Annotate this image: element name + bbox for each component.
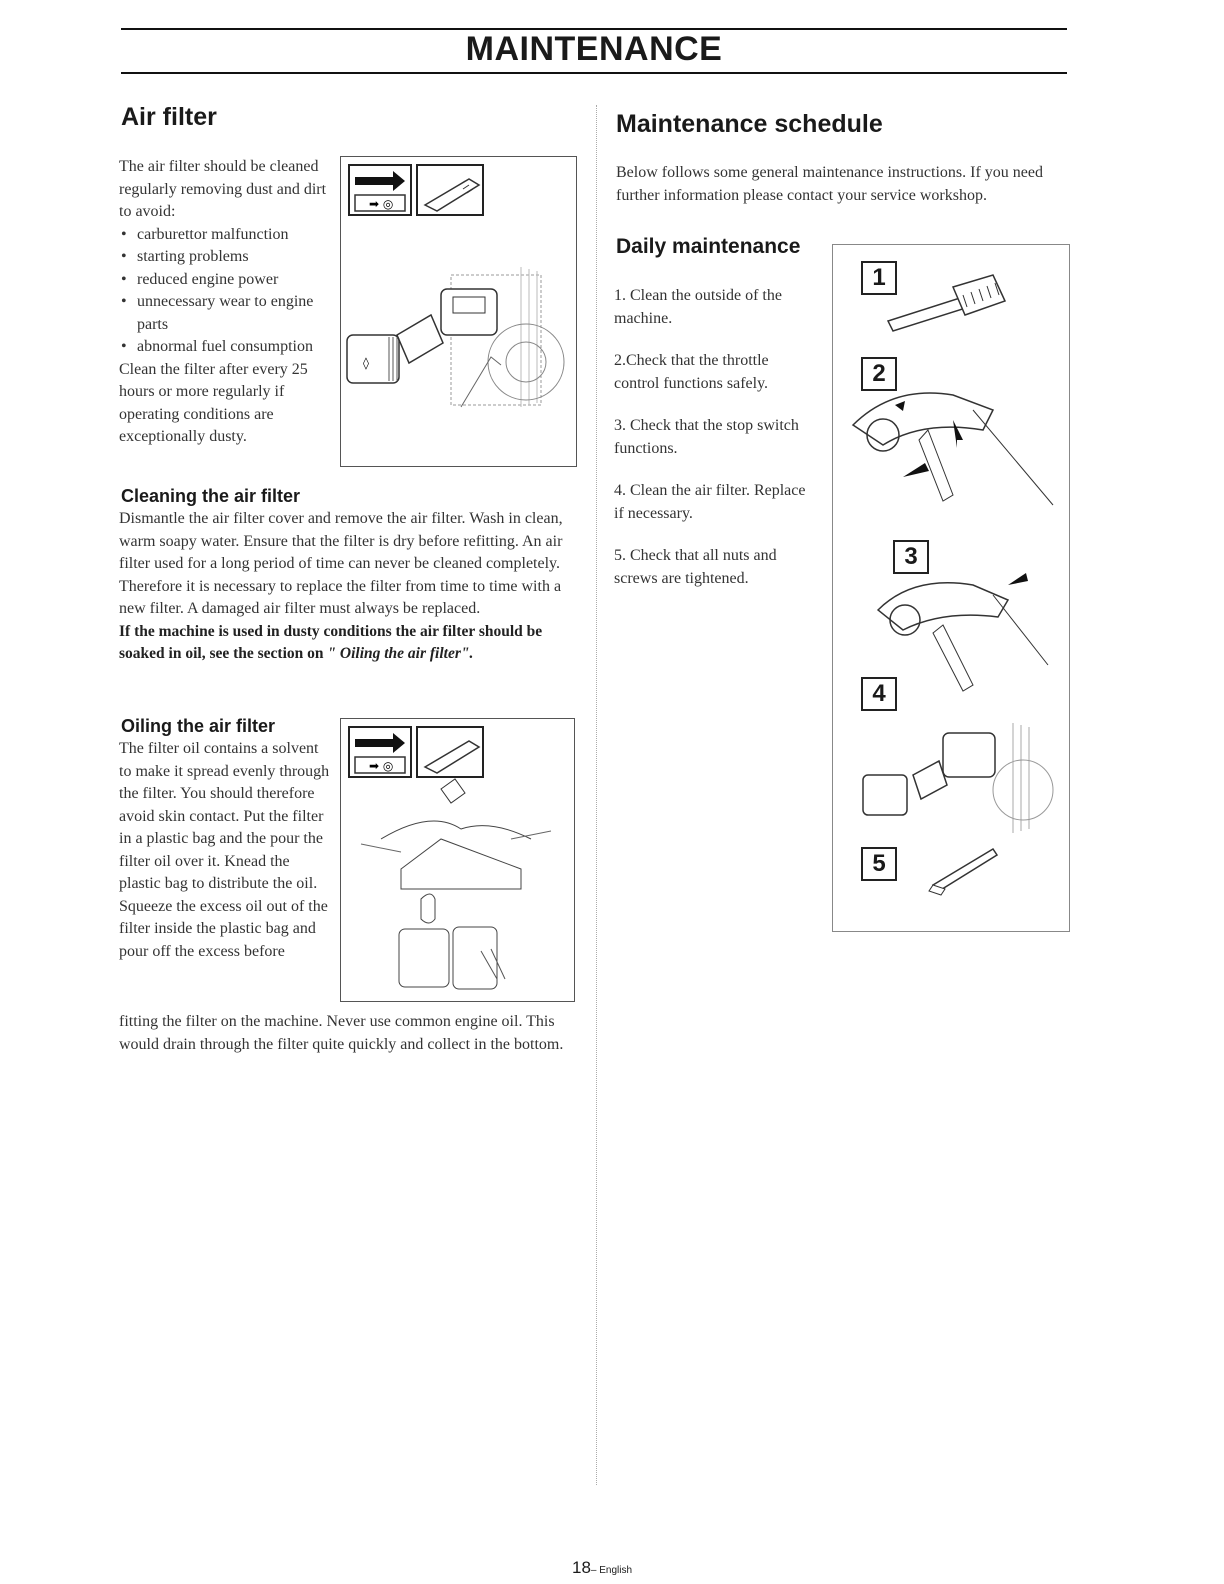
svg-text:➡ ◎: ➡ ◎ xyxy=(369,197,394,211)
page-title: MAINTENANCE xyxy=(465,30,723,68)
air-filter-intro: The air filter should be cleaned regularly removing dust and dirt to avoid: xyxy=(119,158,327,220)
svg-text:◊: ◊ xyxy=(363,356,369,370)
daily-steps-list xyxy=(614,285,814,610)
daily-step: 3. Check that the stop switch functions. xyxy=(614,417,799,457)
air-filter-figure xyxy=(340,156,577,467)
hex-key-icon xyxy=(929,849,997,895)
daily-maintenance-heading: Daily maintenance xyxy=(616,235,801,258)
bullet-item: • unnecessary wear to engine parts xyxy=(119,291,329,336)
schedule-intro xyxy=(616,162,1066,207)
cleaning-block xyxy=(119,508,574,666)
oiling-full-block xyxy=(119,1011,574,1056)
throttle-handle-icon xyxy=(853,393,1053,505)
brush-icon xyxy=(888,275,1005,331)
header-rule-bottom xyxy=(121,72,1067,74)
svg-text:➡ ◎: ➡ ◎ xyxy=(369,759,394,773)
daily-step: 2.Check that the throttle control functions safely. xyxy=(614,352,769,392)
oiling-figure xyxy=(340,718,575,1002)
figure-number-2: 2 xyxy=(861,357,897,391)
figure-number-5: 5 xyxy=(861,847,897,881)
bullet-item: • carburettor malfunction xyxy=(119,224,329,247)
daily-step: 5. Check that all nuts and screws are tightened. xyxy=(614,547,777,587)
dusty-note-text: If the machine is used in dusty conditions the air filter should be soaked in oil, see the section on xyxy=(119,622,543,662)
air-filter-heading: Air filter xyxy=(121,103,217,131)
air-filter-intro-block xyxy=(119,156,329,449)
oiling-illustration xyxy=(341,719,574,1001)
cleaning-text: Dismantle the air filter cover and remove the air filter. Wash in clean, warm soapy water. Ensure that the filter is dry before refitting. An air filter used for a long period of time can never be cleaned completely. Therefore it is necessary to replace the filter from time to time with a new filter. A damaged air filter must always be replaced. xyxy=(119,510,563,617)
page-number xyxy=(572,1558,632,1578)
figure-number-4: 4 xyxy=(861,677,897,711)
air-filter-bullets xyxy=(119,224,329,359)
daily-step: 1. Clean the outside of the machine. xyxy=(614,287,782,327)
schedule-intro-text: Below follows some general maintenance instructions. If you need further information please contact your service workshop. xyxy=(616,164,1043,204)
page-number-value: 18 xyxy=(572,1558,591,1577)
dusty-conditions-note xyxy=(119,621,574,666)
maintenance-schedule-heading: Maintenance schedule xyxy=(616,110,883,138)
daily-maintenance-illustrations xyxy=(833,245,1069,931)
air-filter-cleaning-interval: Clean the filter after every 25 hours or more regularly if operating conditions are exceptionally dusty. xyxy=(119,360,308,445)
cleaning-heading: Cleaning the air filter xyxy=(121,486,301,506)
figure-number-3: 3 xyxy=(893,540,929,574)
column-divider xyxy=(596,105,597,1485)
oiling-wrap-block xyxy=(119,738,333,963)
air-filter-icon xyxy=(863,723,1053,833)
oiling-reference: " Oiling the air filter". xyxy=(327,645,474,662)
bullet-item: • starting problems xyxy=(119,246,329,269)
bullet-item: • reduced engine power xyxy=(119,269,329,292)
stop-switch-icon xyxy=(878,573,1048,691)
daily-step: 4. Clean the air filter. Replace if necessary. xyxy=(614,482,806,522)
figure-number-1: 1 xyxy=(861,261,897,295)
oiling-text-continued: fitting the filter on the machine. Never use common engine oil. This would drain through the filter quite quickly and collect in the bottom. xyxy=(119,1013,564,1053)
oiling-text: The filter oil contains a solvent to make it spread evenly through the filter. You should therefore avoid skin contact. Put the filter in a plastic bag and the pour the filter oil over it. Knead the plastic bag to distribute the oil. Squeeze the excess oil out of the filter inside the plastic bag and pour off the excess before xyxy=(119,740,330,960)
bullet-item: • abnormal fuel consumption xyxy=(119,336,329,359)
air-filter-illustration xyxy=(341,157,576,466)
daily-maintenance-figure xyxy=(832,244,1070,932)
page-language: – English xyxy=(590,1565,633,1576)
oiling-heading: Oiling the air filter xyxy=(121,716,276,736)
